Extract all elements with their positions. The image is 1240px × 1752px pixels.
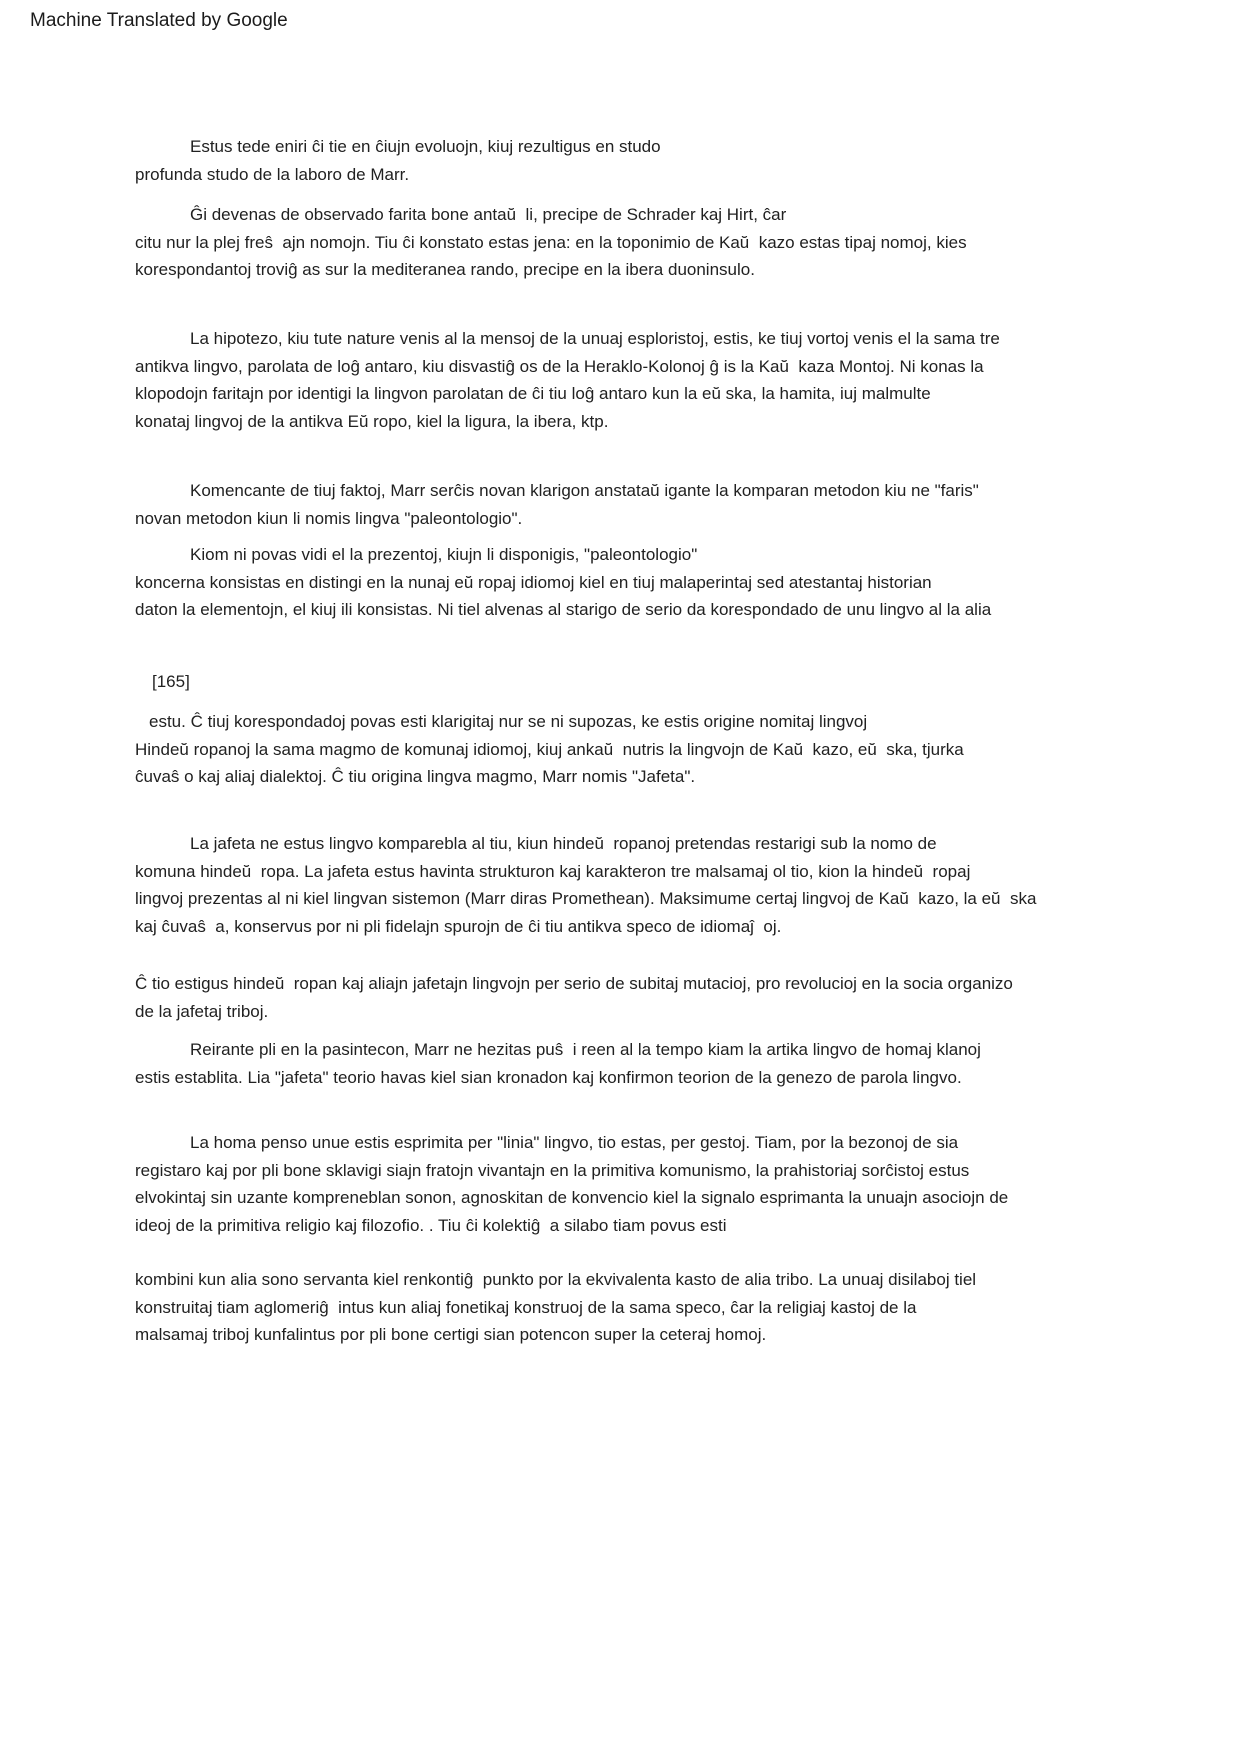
text-line: konstruitaj tiam aglomeriĝ intus kun aliaj fonetikaj konstruoj de la sama speco, ĉar la religiaj kastoj de la [135, 1297, 917, 1317]
text-line: Estus tede eniri ĉi tie en ĉiujn evoluojn, kiuj rezultigus en studo [190, 137, 661, 156]
text-line: La hipotezo, kiu tute nature venis al la mensoj de la unuaj esploristoj, estis, ke tiuj vortoj venis el la sama tre [190, 329, 1000, 348]
text-line: malsamaj triboj kunfalintus por pli bone certigi sian potencon super la ceteraj homoj. [135, 1325, 767, 1344]
text-line: registaro kaj por pli bone sklavigi siajn fratojn vivantajn en la primitiva komunismo, la prahistoriaj sorĉistoj estus [135, 1160, 970, 1180]
text-line: [165] [152, 672, 190, 691]
paragraph-reirante [135, 1036, 1195, 1091]
text-line: kombini kun alia sono servanta kiel renkontiĝ punkto por la ekvivalenta kasto de alia tribo. La unuaj disilaboj tiel [135, 1270, 977, 1289]
text-line: lingvoj prezentas al ni kiel lingvan sistemon (Marr diras Promethean). Maksimume certaj lingvoj de Kaŭ kazo, la eŭ ska [135, 889, 1037, 908]
text-line: profunda studo de la laboro de Marr. [135, 164, 410, 184]
paragraph-mutacioj [135, 970, 1195, 1025]
text-line: de la jafetaj triboj. [135, 1001, 269, 1021]
paragraph-homa-penso [135, 1129, 1195, 1239]
paragraph-observado [135, 201, 1195, 284]
text-line: kaj ĉuvaŝ a, konservus por ni pli fidelajn spurojn de ĉi tiu antikva speco de idiomaĵ oj. [135, 916, 782, 936]
paragraph-hipotezo [135, 325, 1195, 435]
paragraph-jafeta [135, 830, 1195, 940]
text-line: La jafeta ne estus lingvo komparebla al tiu, kiun hindeŭ ropanoj pretendas restarigi sub la nomo de [190, 834, 937, 853]
text-line: Komencante de tiuj faktoj, Marr serĉis novan klarigon anstataŭ igante la komparan metodon kiu ne "faris" [190, 481, 979, 500]
text-line: novan metodon kiun li nomis lingva "paleontologio". [135, 508, 523, 528]
text-line: La homa penso unue estis esprimita per "linia" lingvo, tio estas, per gestoj. Tiam, por la bezonoj de sia [190, 1133, 959, 1152]
paragraph-paleontologio [135, 541, 1195, 624]
text-line: ideoj de la primitiva religio kaj filozofio. . Tiu ĉi kolektiĝ a silabo tiam povus esti [135, 1215, 727, 1235]
text-line: antikva lingvo, parolata de loĝ antaro, kiu disvastiĝ os de la Heraklo-Kolonoj ĝ is la Kaŭ kaza Montoj. Ni konas la [135, 356, 984, 376]
machine-translated-watermark: Machine Translated by Google [30, 10, 288, 31]
text-line: koncerna konsistas en distingi en la nunaj eŭ ropaj idiomoj kiel en tiuj malaperintaj sed atestantaj historian [135, 572, 932, 592]
text-line: estis establita. Lia "jafeta" teorio havas kiel sian kronadon kaj konfirmon teorion de la genezo de parola lingvo. [135, 1067, 962, 1087]
text-line: klopodojn faritajn por identigi la lingvon parolatan de ĉi tiu loĝ antaro kun la eŭ ska, la hamita, iuj malmulte [135, 384, 931, 403]
text-line: Hindeŭ ropanoj la sama magmo de komunaj idiomoj, kiuj ankaŭ nutris la lingvojn de Kaŭ kazo, eŭ ska, tjurka [135, 739, 964, 759]
text-line: korespondantoj troviĝ as sur la mediteranea rando, precipe en la ibera duoninsulo. [135, 260, 755, 279]
text-line: Reirante pli en la pasintecon, Marr ne hezitas puŝ i reen al la tempo kiam la artika lingvo de homaj klanoj [190, 1040, 981, 1059]
text-line: Ĝi devenas de observado farita bone antaŭ li, precipe de Schrader kaj Hirt, ĉar [190, 205, 787, 224]
page-number-marker [135, 668, 1195, 696]
text-line: konataj lingvoj de la antikva Eŭ ropo, kiel la ligura, la ibera, ktp. [135, 411, 609, 431]
text-line: ĉuvaŝ o kaj aliaj dialektoj. Ĉ tiu origina lingva magmo, Marr nomis "Jafeta". [135, 767, 696, 786]
text-line: daton la elementojn, el kiuj ili konsistas. Ni tiel alvenas al starigo de serio da korespondado de unu lingvo al la alia [135, 600, 992, 619]
text-line: Kiom ni povas vidi el la prezentoj, kiujn li disponigis, "paleontologio" [190, 545, 698, 564]
paragraph-intro [135, 133, 1195, 188]
paragraph-kombini [135, 1266, 1195, 1349]
text-line: Ĉ tio estigus hindeŭ ropan kaj aliajn jafetajn lingvojn per serio de subitaj mutacioj, pro revolucioj en la socia organizo [135, 974, 1013, 993]
text-line: komuna hindeŭ ropa. La jafeta estus havinta strukturon kaj karakteron tre malsamaj ol tio, kion la hindeŭ ropaj [135, 861, 971, 881]
text-line: citu nur la plej freŝ ajn nomojn. Tiu ĉi konstato estas jena: en la toponimio de Kaŭ kazo estas tipaj nomoj, kies [135, 232, 967, 252]
paragraph-korespondadoj [135, 708, 1195, 791]
paragraph-komencante [135, 477, 1195, 532]
text-line: estu. Ĉ tiuj korespondadoj povas esti klarigitaj nur se ni supozas, ke estis origine nomitaj lingvoj [149, 712, 868, 731]
text-line: elvokintaj sin uzante kompreneblan sonon, agnoskitan de konvencio kiel la signalo esprimanta la unuajn asociojn de [135, 1188, 1009, 1207]
